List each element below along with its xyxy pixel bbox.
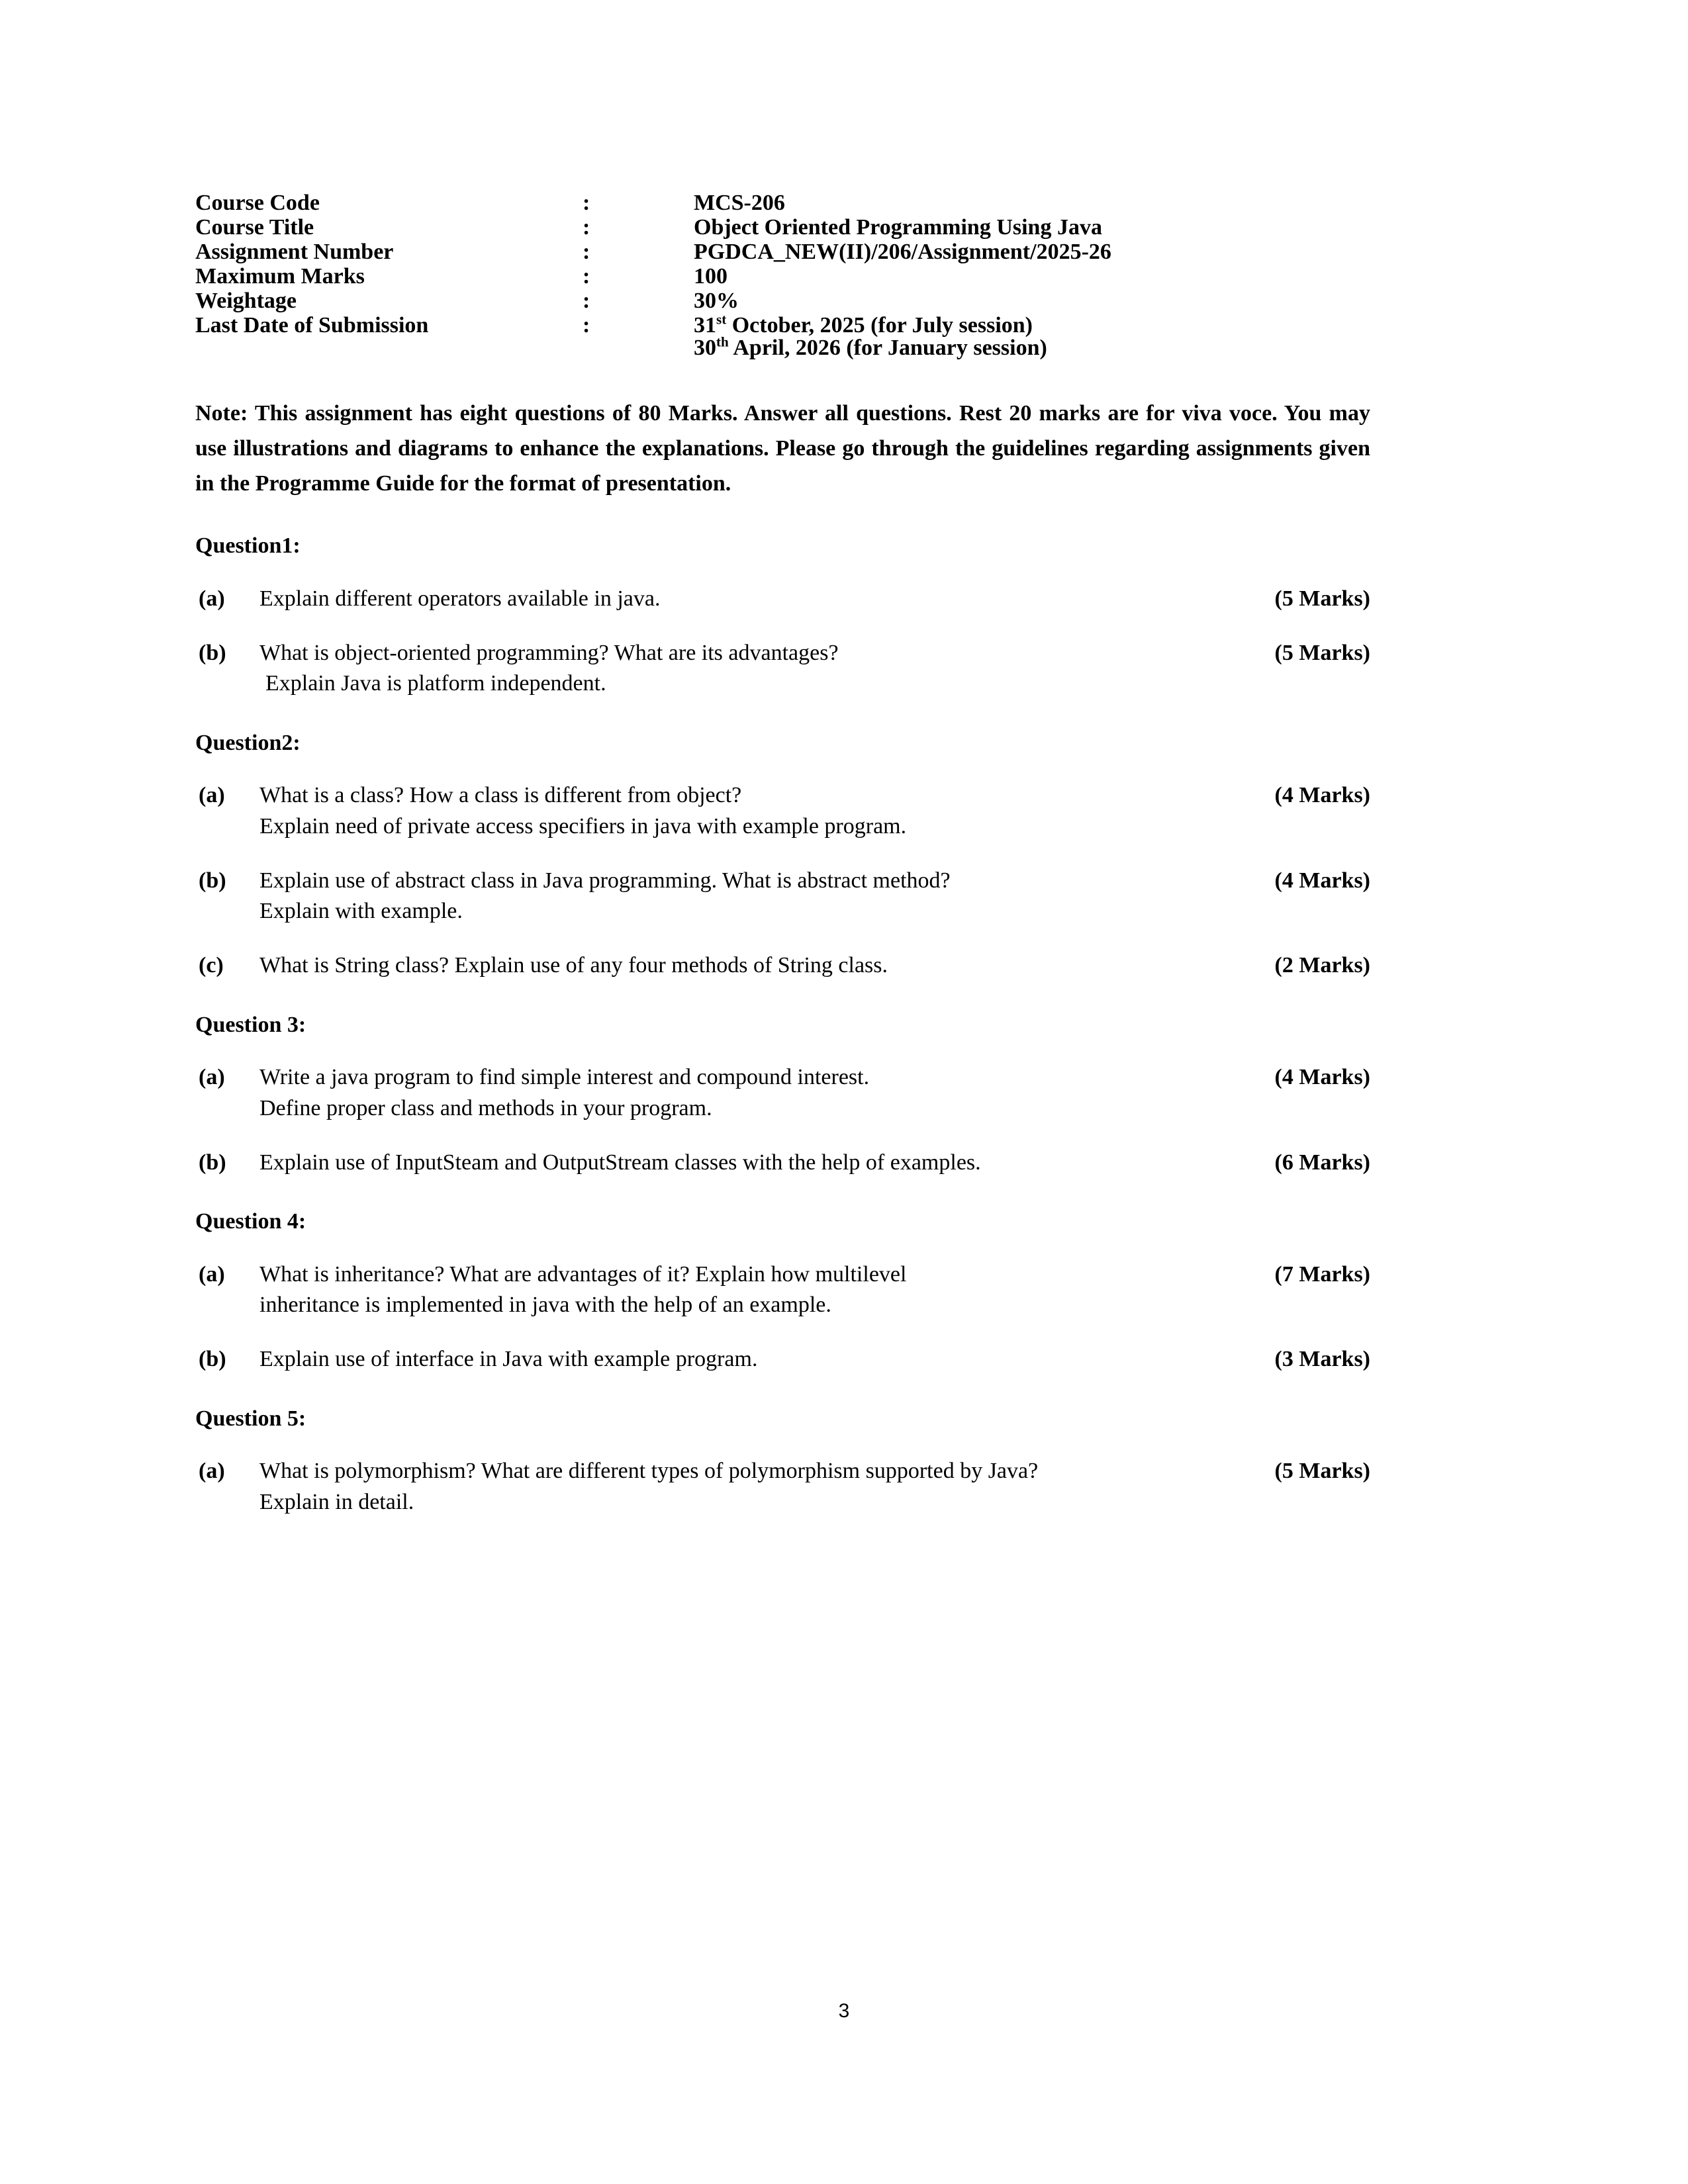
metadata-colon-last-date-of-submission: : bbox=[583, 313, 590, 338]
item-text: What is String class? Explain use of any four methods of String class. bbox=[259, 953, 888, 978]
item-text-line bbox=[259, 1456, 1370, 1486]
item-marker: (a) bbox=[199, 1261, 225, 1287]
question-1-item-a bbox=[195, 584, 1370, 614]
item-text: Explain different operators available in java. bbox=[259, 586, 661, 611]
item-text-line bbox=[259, 1290, 1370, 1320]
item-text-line bbox=[259, 780, 1370, 811]
item-body bbox=[259, 950, 1370, 981]
item-text: Explain with example. bbox=[259, 899, 463, 924]
item-text-line bbox=[259, 638, 1370, 668]
item-text-line bbox=[259, 1148, 1370, 1178]
question-heading-1: Question1: bbox=[195, 533, 301, 559]
metadata-row-assignment-number bbox=[195, 241, 1370, 265]
item-text-line bbox=[259, 950, 1370, 981]
question-1-item-b bbox=[195, 638, 1370, 699]
item-body bbox=[259, 584, 1370, 614]
item-body bbox=[259, 1456, 1370, 1517]
item-text: Explain in detail. bbox=[259, 1489, 414, 1514]
item-body bbox=[259, 1062, 1370, 1123]
item-text: Explain use of abstract class in Java programming. What is abstract method? bbox=[259, 868, 951, 893]
question-heading-4: Question 4: bbox=[195, 1209, 306, 1234]
metadata-row-maximum-marks bbox=[195, 265, 1370, 290]
submission-date-january-day: 30 bbox=[694, 336, 716, 360]
assignment-note: Note: This assignment has eight questions of 80 Marks. Answer all questions. Rest 20 marks are for viva voce. You may use illustrations and diagrams to enhance the explanations. Please go through the guidelines regarding assignments given in the Programme Guide for the format of presentation. bbox=[195, 401, 1370, 496]
question-4-item-b bbox=[195, 1344, 1370, 1375]
question-heading-3: Question 3: bbox=[195, 1012, 306, 1037]
metadata-value-last-date-of-submission bbox=[694, 311, 1370, 361]
item-body bbox=[259, 638, 1370, 699]
marks-label: (5 Marks) bbox=[1274, 1459, 1370, 1484]
question-2-item-c bbox=[195, 950, 1370, 981]
question-heading-5: Question 5: bbox=[195, 1406, 306, 1431]
item-text-line bbox=[259, 1093, 1370, 1124]
question-heading-2: Question2: bbox=[195, 730, 301, 755]
item-text-line bbox=[259, 1259, 1370, 1290]
item-text-line bbox=[259, 896, 1370, 927]
item-marker: (b) bbox=[199, 868, 226, 893]
submission-date-january-session bbox=[694, 336, 1047, 360]
metadata-value-assignment-number: PGDCA_NEW(II)/206/Assignment/2025-26 bbox=[694, 240, 1111, 264]
metadata-label-assignment-number: Assignment Number bbox=[195, 240, 394, 264]
submission-date-july-rest: October, 2025 (for July session) bbox=[726, 313, 1033, 338]
metadata-label-weightage: Weightage bbox=[195, 289, 297, 313]
item-text-line bbox=[259, 866, 1370, 896]
item-text-line bbox=[259, 1487, 1370, 1518]
item-body bbox=[259, 1344, 1370, 1375]
submission-date-july-day: 31 bbox=[694, 313, 716, 338]
metadata-value-weightage: 30% bbox=[694, 289, 739, 313]
item-body bbox=[259, 866, 1370, 927]
metadata-colon-weightage: : bbox=[583, 289, 590, 313]
item-body bbox=[259, 1148, 1370, 1178]
item-text: What is object-oriented programming? What are its advantages? bbox=[259, 641, 839, 666]
metadata-label-course-title: Course Title bbox=[195, 215, 314, 240]
marks-label: (4 Marks) bbox=[1274, 1065, 1370, 1090]
item-text-line bbox=[259, 584, 1370, 614]
item-marker: (a) bbox=[199, 586, 225, 611]
item-text: inheritance is implemented in java with the help of an example. bbox=[259, 1293, 831, 1318]
item-text: Explain Java is platform independent. bbox=[265, 671, 606, 696]
metadata-row-weightage bbox=[195, 290, 1370, 314]
item-marker: (a) bbox=[199, 1459, 225, 1484]
metadata-row-course-code bbox=[195, 192, 1370, 216]
metadata-label-maximum-marks: Maximum Marks bbox=[195, 264, 365, 289]
metadata-row-course-title bbox=[195, 216, 1370, 241]
page-content bbox=[195, 192, 1370, 1518]
question-2-item-a bbox=[195, 780, 1370, 841]
metadata-label-course-code: Course Code bbox=[195, 191, 320, 215]
item-marker: (b) bbox=[199, 1150, 226, 1175]
item-text: What is polymorphism? What are different types of polymorphism supported by Java? bbox=[259, 1459, 1039, 1484]
item-body bbox=[259, 1259, 1370, 1320]
marks-label: (5 Marks) bbox=[1274, 586, 1370, 611]
item-body bbox=[259, 780, 1370, 841]
marks-label: (3 Marks) bbox=[1274, 1347, 1370, 1372]
metadata-value-course-title: Object Oriented Programming Using Java bbox=[694, 215, 1102, 240]
marks-label: (2 Marks) bbox=[1274, 953, 1370, 978]
metadata-colon-assignment-number: : bbox=[583, 240, 590, 264]
metadata-label-last-date-of-submission: Last Date of Submission bbox=[195, 313, 429, 338]
item-marker: (c) bbox=[199, 953, 224, 978]
submission-date-july-session bbox=[694, 313, 1033, 338]
question-2-item-b bbox=[195, 866, 1370, 927]
item-marker: (a) bbox=[199, 1065, 225, 1090]
item-marker: (a) bbox=[199, 783, 225, 808]
question-3-item-b bbox=[195, 1148, 1370, 1178]
item-text-line bbox=[259, 1344, 1370, 1375]
item-text: Explain use of interface in Java with example program. bbox=[259, 1347, 758, 1372]
assignment-metadata-table bbox=[195, 192, 1370, 361]
metadata-colon-course-title: : bbox=[583, 215, 590, 240]
item-text-line bbox=[259, 668, 1370, 699]
submission-date-january-ordinal: th bbox=[716, 334, 729, 350]
item-text: What is a class? How a class is different from object? bbox=[259, 783, 742, 808]
item-marker: (b) bbox=[199, 641, 226, 666]
item-text-line bbox=[259, 1062, 1370, 1093]
metadata-value-course-code: MCS-206 bbox=[694, 191, 785, 215]
item-text-line bbox=[259, 811, 1370, 842]
metadata-colon-course-code: : bbox=[583, 191, 590, 215]
question-4-item-a bbox=[195, 1259, 1370, 1320]
metadata-value-maximum-marks: 100 bbox=[694, 264, 727, 289]
marks-label: (5 Marks) bbox=[1274, 641, 1370, 666]
marks-label: (7 Marks) bbox=[1274, 1261, 1370, 1287]
metadata-row-last-date-of-submission bbox=[195, 314, 1370, 361]
submission-date-january-rest: April, 2026 (for January session) bbox=[728, 336, 1047, 360]
submission-date-july-ordinal: st bbox=[716, 311, 727, 328]
metadata-rows bbox=[195, 192, 1370, 361]
marks-label: (4 Marks) bbox=[1274, 783, 1370, 808]
marks-label: (6 Marks) bbox=[1274, 1150, 1370, 1175]
item-marker: (b) bbox=[199, 1347, 226, 1372]
item-text: Explain use of InputSteam and OutputStream classes with the help of examples. bbox=[259, 1150, 981, 1175]
page-number-footer: 3 bbox=[838, 2000, 850, 2022]
item-text: Define proper class and methods in your program. bbox=[259, 1095, 712, 1120]
item-text: What is inheritance? What are advantages of it? Explain how multilevel bbox=[259, 1261, 907, 1287]
question-3-item-a bbox=[195, 1062, 1370, 1123]
question-5-item-a bbox=[195, 1456, 1370, 1517]
item-text: Write a java program to find simple interest and compound interest. bbox=[259, 1065, 870, 1090]
marks-label: (4 Marks) bbox=[1274, 868, 1370, 893]
item-text: Explain need of private access specifiers in java with example program. bbox=[259, 813, 907, 839]
metadata-colon-maximum-marks: : bbox=[583, 264, 590, 289]
